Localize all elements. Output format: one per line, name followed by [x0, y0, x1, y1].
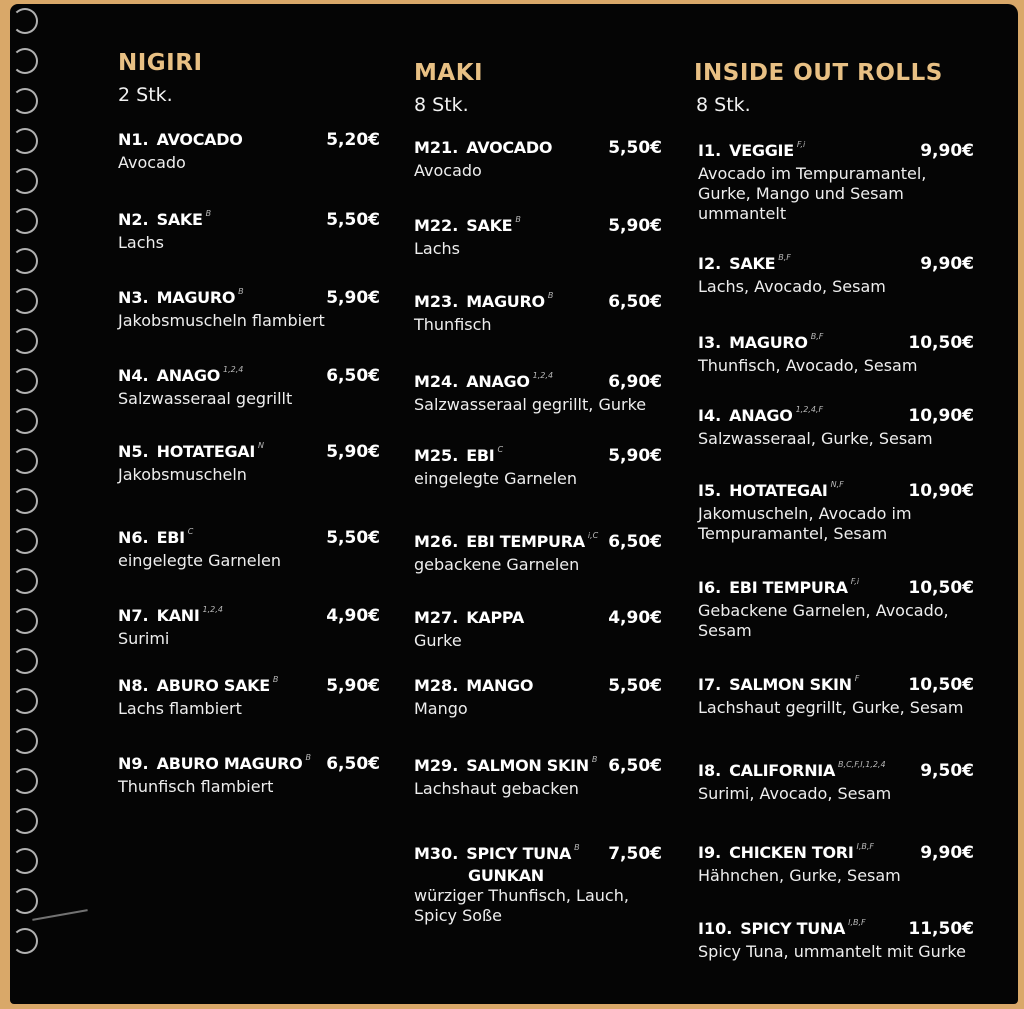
item-description: Lachs — [414, 239, 460, 258]
spiral-ring — [12, 528, 38, 554]
menu-item — [698, 406, 974, 449]
item-header — [118, 288, 380, 310]
item-price: 9,50€ — [920, 761, 974, 781]
item-description: Thunfisch flambiert — [118, 777, 274, 796]
menu-item — [118, 288, 380, 331]
item-code: N3. — [118, 288, 149, 307]
item-header — [118, 130, 380, 152]
allergen-codes: F,i — [850, 577, 860, 586]
item-price: 6,50€ — [608, 756, 662, 776]
item-price: 5,90€ — [608, 216, 662, 236]
item-description: würziger Thunfisch, Lauch, Spicy Soße — [414, 886, 629, 925]
item-price: 7,50€ — [608, 844, 662, 864]
menu-item — [118, 366, 380, 409]
allergen-codes: B — [205, 209, 212, 218]
item-name: MAGURO — [466, 292, 545, 311]
menu-item — [414, 532, 662, 575]
item-description: gebackene Garnelen — [414, 555, 580, 574]
item-price: 6,50€ — [608, 532, 662, 552]
item-price: 4,90€ — [326, 606, 380, 626]
item-price: 11,50€ — [908, 919, 974, 939]
item-code: I7. — [698, 675, 722, 694]
spiral-ring — [12, 8, 38, 34]
spiral-binding — [0, 0, 44, 1009]
item-description: Lachs flambiert — [118, 699, 242, 718]
item-description: Avocado — [118, 153, 186, 172]
item-name: ABURO MAGURO — [156, 754, 303, 773]
item-description: Thunfisch — [414, 315, 492, 334]
category-subtitle: 8 Stk. — [414, 94, 469, 116]
item-description: Surimi — [118, 629, 170, 648]
item-description: Surimi, Avocado, Sesam — [698, 784, 892, 803]
item-code: M26. — [414, 532, 459, 551]
menu-item — [118, 528, 380, 571]
item-header — [414, 608, 662, 630]
item-name: EBI TEMPURA — [729, 578, 848, 597]
item-code: N9. — [118, 754, 149, 773]
item-header — [414, 756, 662, 778]
allergen-codes: B — [591, 755, 598, 764]
item-header — [118, 210, 380, 232]
item-price: 5,20€ — [326, 130, 380, 150]
spiral-ring — [12, 128, 38, 154]
allergen-codes: B,F — [778, 253, 791, 262]
spiral-ring — [12, 568, 38, 594]
menu-item — [414, 372, 662, 415]
menu-item — [698, 141, 974, 224]
menu-item — [118, 442, 380, 485]
spiral-ring — [12, 288, 38, 314]
item-code: I9. — [698, 843, 722, 862]
category-subtitle: 2 Stk. — [118, 84, 173, 106]
item-code: M28. — [414, 676, 459, 695]
item-description: eingelegte Garnelen — [118, 551, 281, 570]
allergen-codes: B,C,F,I,1,2,4 — [838, 760, 886, 769]
item-price: 6,50€ — [326, 754, 380, 774]
item-description: eingelegte Garnelen — [414, 469, 577, 488]
item-name: EBI — [466, 446, 495, 465]
item-name: SAKE — [156, 210, 203, 229]
item-code: M29. — [414, 756, 459, 775]
spiral-ring — [12, 208, 38, 234]
item-code: I10. — [698, 919, 733, 938]
spiral-ring — [12, 808, 38, 834]
item-price: 5,50€ — [608, 138, 662, 158]
item-name: SPICY TUNA — [466, 844, 572, 863]
item-header — [698, 675, 974, 697]
item-header — [414, 446, 662, 468]
item-header — [414, 844, 662, 866]
menu-item — [698, 761, 974, 804]
item-name: ANAGO — [156, 366, 221, 385]
spiral-ring — [12, 328, 38, 354]
item-name: HOTATEGAI — [156, 442, 256, 461]
allergen-codes: N — [258, 441, 265, 450]
allergen-codes: B — [547, 291, 554, 300]
item-price: 9,90€ — [920, 254, 974, 274]
item-header — [118, 442, 380, 464]
item-header — [698, 843, 974, 865]
item-description: Jakobsmuscheln — [118, 465, 247, 484]
item-name: AVOCADO — [466, 138, 553, 157]
item-name: SPICY TUNA — [740, 919, 846, 938]
spiral-ring — [12, 48, 38, 74]
menu-item — [118, 676, 380, 719]
item-price: 5,90€ — [326, 288, 380, 308]
item-description: Thunfisch, Avocado, Sesam — [698, 356, 918, 375]
item-description: Lachshaut gebacken — [414, 779, 579, 798]
item-description: Mango — [414, 699, 468, 718]
spiral-ring — [12, 848, 38, 874]
item-price: 10,90€ — [908, 481, 974, 501]
item-header — [698, 254, 974, 276]
allergen-codes: F,i — [796, 140, 806, 149]
allergen-codes: F — [854, 674, 860, 683]
allergen-codes: i,C — [587, 531, 599, 540]
item-code: I5. — [698, 481, 722, 500]
item-description: Salzwasseraal gegrillt — [118, 389, 293, 408]
item-name: MANGO — [466, 676, 534, 695]
item-price: 4,90€ — [608, 608, 662, 628]
spiral-ring — [12, 648, 38, 674]
item-header — [118, 366, 380, 388]
item-header — [698, 141, 974, 163]
allergen-codes: B — [305, 753, 311, 762]
allergen-codes: 1,2,4,F — [795, 405, 824, 414]
item-description: Gebackene Garnelen, Avocado, Sesam — [698, 601, 949, 640]
item-name: SALMON SKIN — [729, 675, 852, 694]
item-code: N6. — [118, 528, 149, 547]
spiral-ring — [12, 488, 38, 514]
menu-item — [698, 675, 974, 718]
menu-item — [118, 130, 380, 173]
item-name: EBI TEMPURA — [466, 532, 585, 551]
item-header — [698, 333, 974, 355]
item-price: 10,50€ — [908, 675, 974, 695]
item-price: 9,90€ — [920, 843, 974, 863]
item-header — [414, 216, 662, 238]
item-description: Lachs, Avocado, Sesam — [698, 277, 886, 296]
item-code: M22. — [414, 216, 459, 235]
item-code: N4. — [118, 366, 149, 385]
item-price: 10,50€ — [908, 578, 974, 598]
item-name: HOTATEGAI — [729, 481, 828, 500]
item-price: 6,50€ — [326, 366, 380, 386]
spiral-ring — [12, 168, 38, 194]
menu-item — [414, 676, 662, 719]
spiral-ring — [12, 728, 38, 754]
item-description: Lachshaut gegrillt, Gurke, Sesam — [698, 698, 964, 717]
allergen-codes: I,B,F — [856, 842, 875, 851]
item-header — [118, 754, 380, 776]
item-name: ANAGO — [466, 372, 530, 391]
item-code: I2. — [698, 254, 722, 273]
menu-item — [698, 919, 974, 962]
item-description: Gurke — [414, 631, 462, 650]
item-description: Avocado — [414, 161, 482, 180]
allergen-codes: 1,2,4 — [223, 365, 244, 374]
menu-item — [698, 843, 974, 886]
category-subtitle: 8 Stk. — [696, 94, 751, 116]
item-name: EBI — [156, 528, 185, 547]
item-header — [698, 481, 974, 503]
item-price: 5,90€ — [608, 446, 662, 466]
allergen-codes: B,F — [810, 332, 824, 341]
item-code: M30. — [414, 844, 459, 863]
spiral-ring — [12, 888, 38, 914]
spiral-ring — [12, 608, 38, 634]
item-name: CHICKEN TORI — [729, 843, 854, 862]
item-code: M27. — [414, 608, 459, 627]
item-name: AVOCADO — [156, 130, 243, 149]
item-header — [414, 532, 662, 554]
item-name: ANAGO — [729, 406, 793, 425]
allergen-codes: B — [272, 675, 279, 684]
category-title: MAKI — [414, 60, 484, 86]
category-title: INSIDE OUT ROLLS — [694, 60, 943, 86]
item-code: I4. — [698, 406, 722, 425]
item-header — [118, 676, 380, 698]
item-price: 10,50€ — [908, 333, 974, 353]
item-code: N7. — [118, 606, 149, 625]
item-price: 10,90€ — [908, 406, 974, 426]
allergen-codes: 1,2,4 — [202, 605, 223, 614]
item-name: MAGURO — [729, 333, 808, 352]
spiral-ring — [12, 368, 38, 394]
spiral-ring — [12, 928, 38, 954]
allergen-codes: B — [574, 843, 580, 852]
item-name: VEGGIE — [729, 141, 794, 160]
menu-item — [414, 446, 662, 489]
menu-item — [118, 210, 380, 253]
allergen-codes: I,B,F — [848, 918, 866, 927]
item-name: KANI — [156, 606, 200, 625]
item-header — [698, 578, 974, 600]
spiral-ring — [12, 688, 38, 714]
item-description: Salzwasseraal, Gurke, Sesam — [698, 429, 933, 448]
spiral-ring — [12, 408, 38, 434]
item-description: Jakomuscheln, Avocado im Tempuramantel, Sesam — [698, 504, 912, 543]
item-header — [698, 406, 974, 428]
item-price: 5,90€ — [326, 442, 380, 462]
allergen-codes: C — [187, 527, 194, 536]
menu-item — [414, 292, 662, 335]
item-code: I3. — [698, 333, 722, 352]
menu-item — [698, 578, 974, 641]
menu-item — [698, 254, 974, 297]
item-header — [414, 138, 662, 160]
category-title: NIGIRI — [118, 50, 203, 76]
menu-item — [118, 606, 380, 649]
menu-item — [414, 216, 662, 259]
item-code: M23. — [414, 292, 459, 311]
item-header — [414, 372, 662, 394]
item-price: 5,50€ — [326, 528, 380, 548]
item-code: N1. — [118, 130, 149, 149]
menu-item — [414, 608, 662, 651]
item-name: ABURO SAKE — [156, 676, 270, 695]
menu-item — [414, 756, 662, 799]
item-code: I1. — [698, 141, 722, 160]
allergen-codes: B — [515, 215, 521, 224]
item-price: 9,90€ — [920, 141, 974, 161]
item-price: 5,90€ — [326, 676, 380, 696]
item-header — [414, 292, 662, 314]
menu-item — [698, 333, 974, 376]
menu-item — [414, 844, 662, 926]
item-code: M21. — [414, 138, 459, 157]
item-price: 6,90€ — [608, 372, 662, 392]
item-description: Spicy Tuna, ummantelt mit Gurke — [698, 942, 966, 961]
menu-item — [698, 481, 974, 544]
item-name: MAGURO — [156, 288, 236, 307]
item-header — [118, 528, 380, 550]
allergen-codes: N,F — [830, 480, 844, 489]
item-name-line2: GUNKAN — [468, 866, 544, 885]
allergen-codes: B — [238, 287, 244, 296]
item-description: Jakobsmuscheln flambiert — [118, 311, 325, 330]
item-price: 5,50€ — [326, 210, 380, 230]
item-code: N2. — [118, 210, 149, 229]
item-code: N8. — [118, 676, 149, 695]
item-name: SAKE — [466, 216, 513, 235]
item-name: KAPPA — [466, 608, 524, 627]
item-description: Salzwasseraal gegrillt, Gurke — [414, 395, 647, 414]
item-code: N5. — [118, 442, 149, 461]
item-code: M25. — [414, 446, 459, 465]
item-header — [118, 606, 380, 628]
allergen-codes: 1,2,4 — [532, 371, 554, 380]
spiral-ring — [12, 768, 38, 794]
item-name: CALIFORNIA — [729, 761, 836, 780]
item-code: I6. — [698, 578, 722, 597]
spiral-ring — [12, 88, 38, 114]
item-header — [414, 676, 662, 698]
item-name: SAKE — [729, 254, 776, 273]
menu-item — [414, 138, 662, 181]
item-code: I8. — [698, 761, 722, 780]
spiral-ring — [12, 248, 38, 274]
spiral-ring — [12, 448, 38, 474]
item-price: 6,50€ — [608, 292, 662, 312]
item-description: Hähnchen, Gurke, Sesam — [698, 866, 901, 885]
item-name: SALMON SKIN — [466, 756, 589, 775]
item-header — [698, 761, 974, 783]
item-header — [698, 919, 974, 941]
allergen-codes: C — [497, 445, 504, 454]
item-code: M24. — [414, 372, 459, 391]
item-description: Lachs — [118, 233, 164, 252]
item-description: Avocado im Tempuramantel, Gurke, Mango und Sesam ummantelt — [698, 164, 927, 223]
menu-item — [118, 754, 380, 797]
item-price: 5,50€ — [608, 676, 662, 696]
